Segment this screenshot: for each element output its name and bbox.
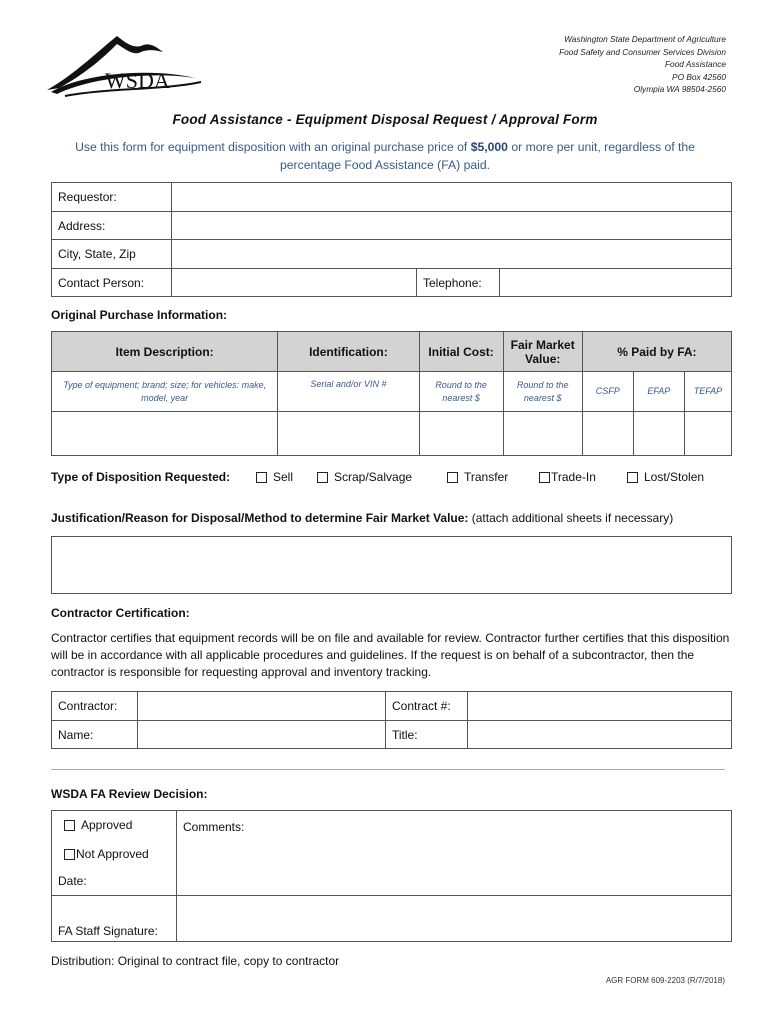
identification-header: Identification: bbox=[278, 332, 419, 372]
name-label: Name: bbox=[52, 721, 138, 749]
efap-field[interactable] bbox=[633, 412, 684, 456]
efap-note: EFAP bbox=[633, 372, 684, 412]
contractor-label: Contractor: bbox=[52, 692, 138, 721]
agency-line: Washington State Department of Agriculture bbox=[564, 34, 726, 44]
checkbox-icon[interactable] bbox=[64, 849, 75, 860]
city-label: City, State, Zip bbox=[52, 240, 172, 269]
intro-text: Use this form for equipment disposition with an original purchase price of $5,000 or more per unit, regardless of the percentage Food Assistance (FA) paid. bbox=[75, 140, 695, 172]
contract-no-label: Contract #: bbox=[386, 692, 468, 721]
item-field[interactable] bbox=[52, 412, 278, 456]
contractor-table bbox=[51, 691, 732, 749]
comments-label: Comments: bbox=[183, 820, 245, 834]
telephone-field[interactable] bbox=[500, 269, 732, 297]
wsda-logo bbox=[45, 30, 205, 100]
option-trade-in[interactable]: Trade-In bbox=[539, 470, 596, 484]
signature-field[interactable] bbox=[177, 896, 732, 942]
paid-by-fa-header: % Paid by FA: bbox=[582, 332, 731, 372]
initial-cost-header: Initial Cost: bbox=[419, 332, 503, 372]
disposition-label: Type of Disposition Requested: bbox=[51, 470, 231, 484]
name-field[interactable] bbox=[138, 721, 386, 749]
checkbox-icon[interactable] bbox=[539, 472, 550, 483]
purchase-table bbox=[51, 331, 732, 456]
purchase-heading: Original Purchase Information: bbox=[51, 308, 228, 322]
checkbox-icon[interactable] bbox=[64, 820, 75, 831]
contractor-cert-text: Contractor certifies that equipment records will be on file and available for review. Contractor further certifies that this disposition will be in accordance with all applicable procedures and guidelines. If the request is on behalf of a subcontractor, then the contractor is responsible for requesting approval and inventory tracking. bbox=[51, 631, 730, 679]
item-note: Type of equipment; brand; size; for vehicles: make, model, year bbox=[52, 372, 278, 412]
initial-cost-field[interactable] bbox=[419, 412, 503, 456]
requestor-label: Requestor: bbox=[52, 183, 172, 212]
agency-address bbox=[559, 33, 726, 96]
identification-field[interactable] bbox=[278, 412, 419, 456]
requestor-field[interactable] bbox=[172, 183, 732, 212]
form-number: AGR FORM 609-2203 (R/7/2018) bbox=[605, 976, 725, 985]
date-label: Date: bbox=[52, 868, 177, 896]
checkbox-icon[interactable] bbox=[627, 472, 638, 483]
section-divider bbox=[51, 769, 725, 770]
distribution-note: Distribution: Original to contract file, copy to contractor bbox=[51, 954, 340, 968]
review-heading: WSDA FA Review Decision: bbox=[51, 787, 208, 801]
option-sell[interactable]: Sell bbox=[256, 470, 293, 484]
not-approved-option[interactable]: Not Approved bbox=[52, 840, 177, 868]
contact-label: Contact Person: bbox=[52, 269, 172, 297]
agency-line: Food Safety and Consumer Services Division bbox=[559, 46, 726, 57]
address-field[interactable] bbox=[172, 212, 732, 240]
option-transfer[interactable]: Transfer bbox=[447, 470, 508, 484]
justification-field[interactable] bbox=[51, 536, 732, 594]
title-label: Title: bbox=[386, 721, 468, 749]
title-field[interactable] bbox=[468, 721, 732, 749]
tefap-note: TEFAP bbox=[684, 372, 731, 412]
requestor-table bbox=[51, 182, 732, 297]
checkbox-icon[interactable] bbox=[317, 472, 328, 483]
csfp-field[interactable] bbox=[582, 412, 633, 456]
option-scrap-salvage[interactable]: Scrap/Salvage bbox=[317, 470, 412, 484]
agency-line: Olympia WA 98504-2560 bbox=[633, 84, 726, 95]
fair-market-header: Fair Market Value: bbox=[503, 332, 582, 372]
justification-heading: Justification/Reason for Disposal/Method to determine Fair Market Value: (attach additional sheets if necessary) bbox=[51, 511, 674, 525]
csfp-note: CSFP bbox=[582, 372, 633, 412]
tefap-field[interactable] bbox=[684, 412, 731, 456]
contract-no-field[interactable] bbox=[468, 692, 732, 721]
review-table bbox=[51, 810, 732, 942]
identification-note: Serial and/or VIN # bbox=[278, 372, 419, 412]
fair-market-field[interactable] bbox=[503, 412, 582, 456]
signature-label: FA Staff Signature: bbox=[52, 896, 177, 942]
checkbox-icon[interactable] bbox=[447, 472, 458, 483]
initial-cost-note: Round to the nearest $ bbox=[419, 372, 503, 412]
address-label: Address: bbox=[52, 212, 172, 240]
contractor-field[interactable] bbox=[138, 692, 386, 721]
form-title: Food Assistance - Equipment Disposal Request / Approval Form bbox=[172, 112, 598, 127]
agency-line: PO Box 42560 bbox=[672, 71, 726, 82]
fair-market-note: Round to the nearest $ bbox=[503, 372, 582, 412]
contact-field[interactable] bbox=[172, 269, 417, 297]
disposition-row bbox=[51, 470, 705, 484]
approved-option[interactable]: Approved bbox=[52, 811, 177, 840]
comments-field[interactable] bbox=[177, 811, 732, 896]
city-field[interactable] bbox=[172, 240, 732, 269]
item-header: Item Description: bbox=[52, 332, 278, 372]
agency-line: Food Assistance bbox=[664, 59, 726, 70]
contractor-cert-heading: Contractor Certification: bbox=[51, 606, 190, 620]
logo-text: WSDA bbox=[105, 68, 170, 93]
telephone-label: Telephone: bbox=[417, 269, 500, 297]
checkbox-icon[interactable] bbox=[256, 472, 267, 483]
option-lost-stolen[interactable]: Lost/Stolen bbox=[627, 470, 704, 484]
